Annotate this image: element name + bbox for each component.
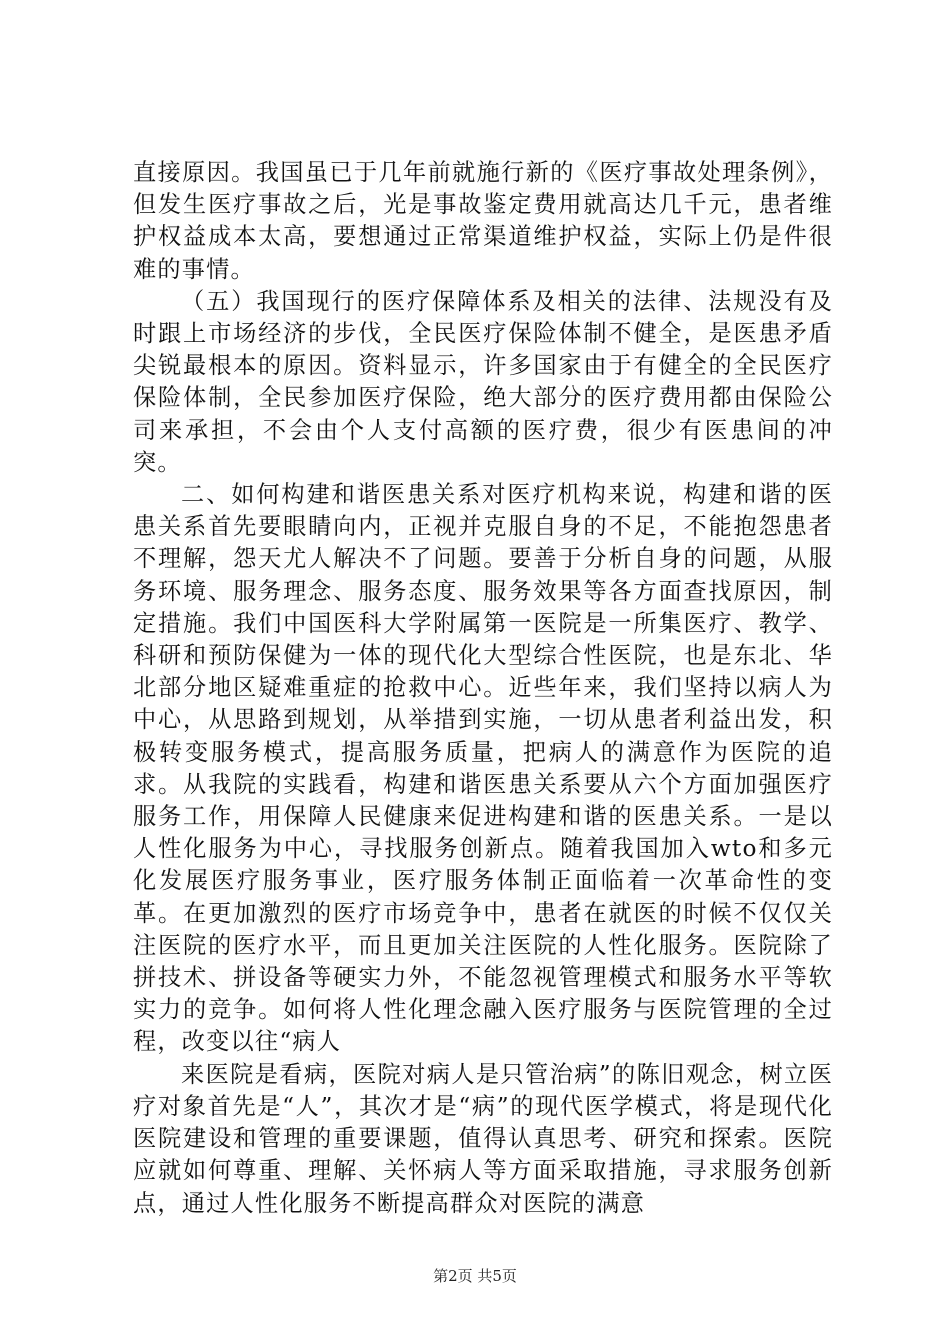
paragraph-continued-cause: 直接原因。我国虽已于几年前就施行新的《医疗事故处理条例》，但发生医疗事故之后，光是事故鉴定费用就高达几千元，患者维护权益成本太高，要想通过正常渠道维护权益，实际上仍是件很难的事情。 (133, 159, 833, 283)
page-number-footer: 第2页 共5页 (433, 1267, 517, 1285)
paragraph-section-two: 二、如何构建和谐医患关系对医疗机构来说，构建和谐的医患关系首先要眼睛向内，正视并克服自身的不足，不能抱怨患者不理解，怨天尤人解决不了问题。要善于分析自身的问题，从服务环境、服务理念、服务态度、服务效果等各方面查找原因，制定措施。我们中国医科大学附属第一医院是一所集医疗、教学、科研和预防保健为一体的现代化大型综合性医院，也是东北、华北部分地区疑难重症的抢救中心。近些年来，我们坚持以病人为中心，从思路到规划，从举措到实施，一切从患者利益出发，积极转变服务模式，提高服务质量，把病人的满意作为医院的追求。从我院的实践看，构建和谐医患关系要从六个方面加强医疗服务工作，用保障人民健康来促进构建和谐的医患关系。一是以人性化服务为中心，寻找服务创新点。随着我国加入wto和多元化发展医疗服务事业，医疗服务体制正面临着一次革命性的变革。在更加激烈的医疗市场竞争中，患者在就医的时候不仅仅关注医院的医疗水平，而且更加关注医院的人性化服务。医院除了拼技术、拼设备等硬实力外，不能忽视管理模式和服务水平等软实力的竞争。如何将人性化理念融入医疗服务与医院管理的全过程，改变以往“病人 (133, 481, 833, 1056)
paragraph-section-five: （五）我国现行的医疗保障体系及相关的法律、法规没有及时跟上市场经济的步伐，全民医疗保险体制不健全，是医患矛盾尖锐最根本的原因。资料显示，许多国家由于有健全的全民医疗保险体制，全民参加医疗保险，绝大部分的医疗费用都由保险公司来承担，不会由个人支付高额的医疗费，很少有医患间的冲突。 (133, 287, 833, 476)
document-body (133, 157, 833, 1220)
paragraph-humanized-service: 来医院是看病，医院对病人是只管治病”的陈旧观念，树立医疗对象首先是“人”，其次才是“病”的现代医学模式，将是现代化医院建设和管理的重要课题，值得认真思考、研究和探索。医院应就如何尊重、理解、关怀病人等方面采取措施，寻求服务创新点，通过人性化服务不断提高群众对医院的满意 (133, 1060, 833, 1217)
